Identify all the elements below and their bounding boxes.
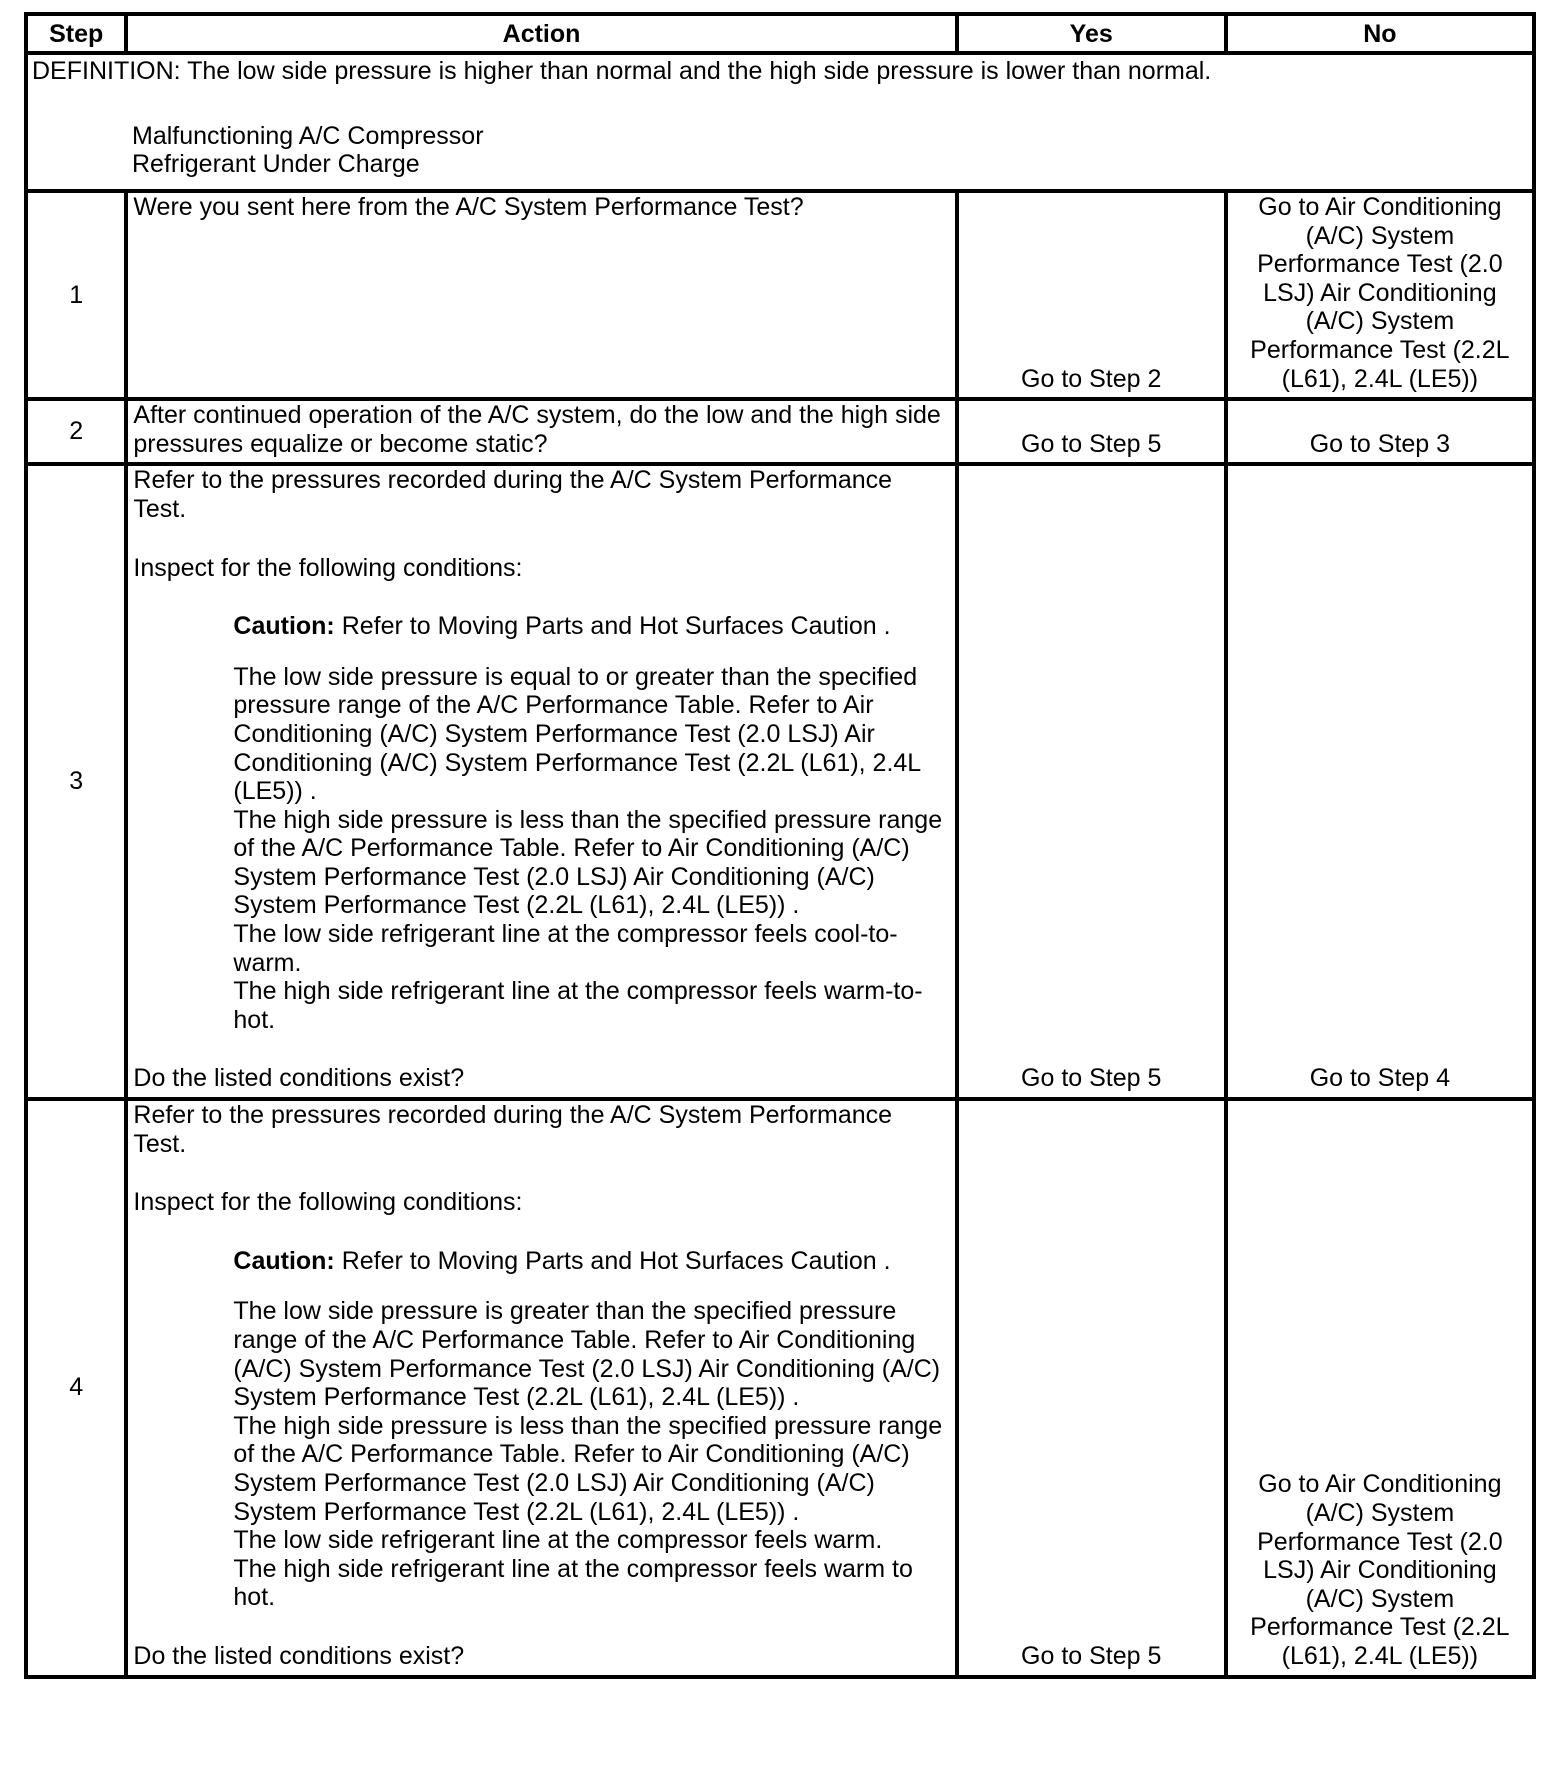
step-number: 2 — [26, 399, 126, 464]
action-cell — [126, 399, 956, 464]
condition-item: The high side pressure is less than the specified pressure range of the A/C Performance Table. Refer to Air Conditioning (A/C) System Performance Test (2.0 LSJ) Air Conditioning (A/C) System Performance Test (2.2L (L61), 2.4L (LE5)) . — [233, 1411, 943, 1526]
conditions-list — [233, 1297, 946, 1612]
condition-item: The low side pressure is equal to or greater than the specified pressure range of the A/C Performance Table. Refer to Air Conditioning (A/C) System Performance Test (2.0 LSJ) Air Conditioning (A/C) System Performance Test (2.2L (L61), 2.4L (LE5)) . — [233, 662, 921, 806]
step-question: Do the listed conditions exist? — [133, 1641, 465, 1670]
step-inspect: Inspect for the following conditions: — [133, 553, 523, 582]
header-no: No — [1226, 14, 1534, 53]
step-intro: Refer to the pressures recorded during the A/C System Performance Test. — [133, 1101, 893, 1158]
step-number: 1 — [26, 191, 126, 399]
caution-text: Refer to Moving Parts and Hot Surfaces Caution . — [334, 1246, 891, 1275]
no-cell: Go to Step 4 — [1226, 464, 1534, 1099]
yes-cell: Go to Step 2 — [957, 191, 1226, 399]
diagnostic-table — [24, 12, 1536, 1679]
table-row — [26, 399, 1534, 464]
definition-list — [132, 122, 1528, 179]
step-inspect: Inspect for the following conditions: — [133, 1188, 523, 1217]
yes-cell: Go to Step 5 — [957, 1099, 1226, 1677]
caution-note — [233, 1247, 946, 1276]
header-step: Step — [26, 14, 126, 53]
step-number: 4 — [26, 1099, 126, 1677]
no-cell: Go to Air Conditioning (A/C) System Performance Test (2.0 LSJ) Air Conditioning (A/C) System Performance Test (2.2L (L61), 2.4L (LE5)) — [1226, 191, 1534, 399]
action-cell — [126, 191, 956, 399]
header-row — [26, 14, 1534, 53]
diagnostic-page — [24, 12, 1536, 1679]
header-yes: Yes — [957, 14, 1226, 53]
definition-item: Malfunctioning A/C Compressor — [132, 121, 484, 150]
step-intro: Refer to the pressures recorded during the A/C System Performance Test. — [133, 466, 893, 523]
condition-item: The high side refrigerant line at the compressor feels warm to hot. — [233, 1554, 913, 1612]
step-number: 3 — [26, 464, 126, 1099]
conditions-list — [233, 663, 946, 1035]
table-row — [26, 1099, 1534, 1677]
caution-note — [233, 612, 946, 641]
action-cell — [126, 464, 956, 1099]
condition-item: The low side pressure is greater than the specified pressure range of the A/C Performance Table. Refer to Air Conditioning (A/C) System Performance Test (2.0 LSJ) Air Conditioning (A/C) System Performance Test (2.2L (L61), 2.4L (LE5)) . — [233, 1297, 941, 1412]
header-action: Action — [126, 14, 956, 53]
definition-item: Refrigerant Under Charge — [132, 150, 420, 179]
step-question: After continued operation of the A/C system, do the low and the high side pressures equalize or become static? — [133, 401, 941, 458]
table-row — [26, 191, 1534, 399]
no-cell: Go to Air Conditioning (A/C) System Performance Test (2.0 LSJ) Air Conditioning (A/C) System Performance Test (2.2L (L61), 2.4L (LE5)) — [1226, 1099, 1534, 1677]
yes-cell: Go to Step 5 — [957, 399, 1226, 464]
condition-item: The high side pressure is less than the specified pressure range of the A/C Performance Table. Refer to Air Conditioning (A/C) System Performance Test (2.0 LSJ) Air Conditioning (A/C) System Performance Test (2.2L (L61), 2.4L (LE5)) . — [233, 805, 943, 920]
definition-row — [26, 53, 1534, 191]
caution-label: Caution: — [233, 612, 335, 641]
step-question: Were you sent here from the A/C System Performance Test? — [133, 193, 804, 221]
table-row — [26, 464, 1534, 1099]
caution-label: Caution: — [233, 1246, 335, 1275]
condition-item: The high side refrigerant line at the compressor feels warm-to-hot. — [233, 977, 923, 1034]
step-question: Do the listed conditions exist? — [133, 1064, 465, 1093]
definition-text: DEFINITION: The low side pressure is higher than normal and the high side pressure is lower than normal. — [32, 57, 1212, 85]
yes-cell: Go to Step 5 — [957, 464, 1226, 1099]
action-cell — [126, 1099, 956, 1677]
caution-text: Refer to Moving Parts and Hot Surfaces Caution . — [334, 612, 891, 641]
condition-item: The low side refrigerant line at the compressor feels warm. — [233, 1526, 883, 1555]
definition-cell — [26, 53, 1534, 191]
no-cell: Go to Step 3 — [1226, 399, 1534, 464]
condition-item: The low side refrigerant line at the compressor feels cool-to-warm. — [233, 920, 898, 977]
